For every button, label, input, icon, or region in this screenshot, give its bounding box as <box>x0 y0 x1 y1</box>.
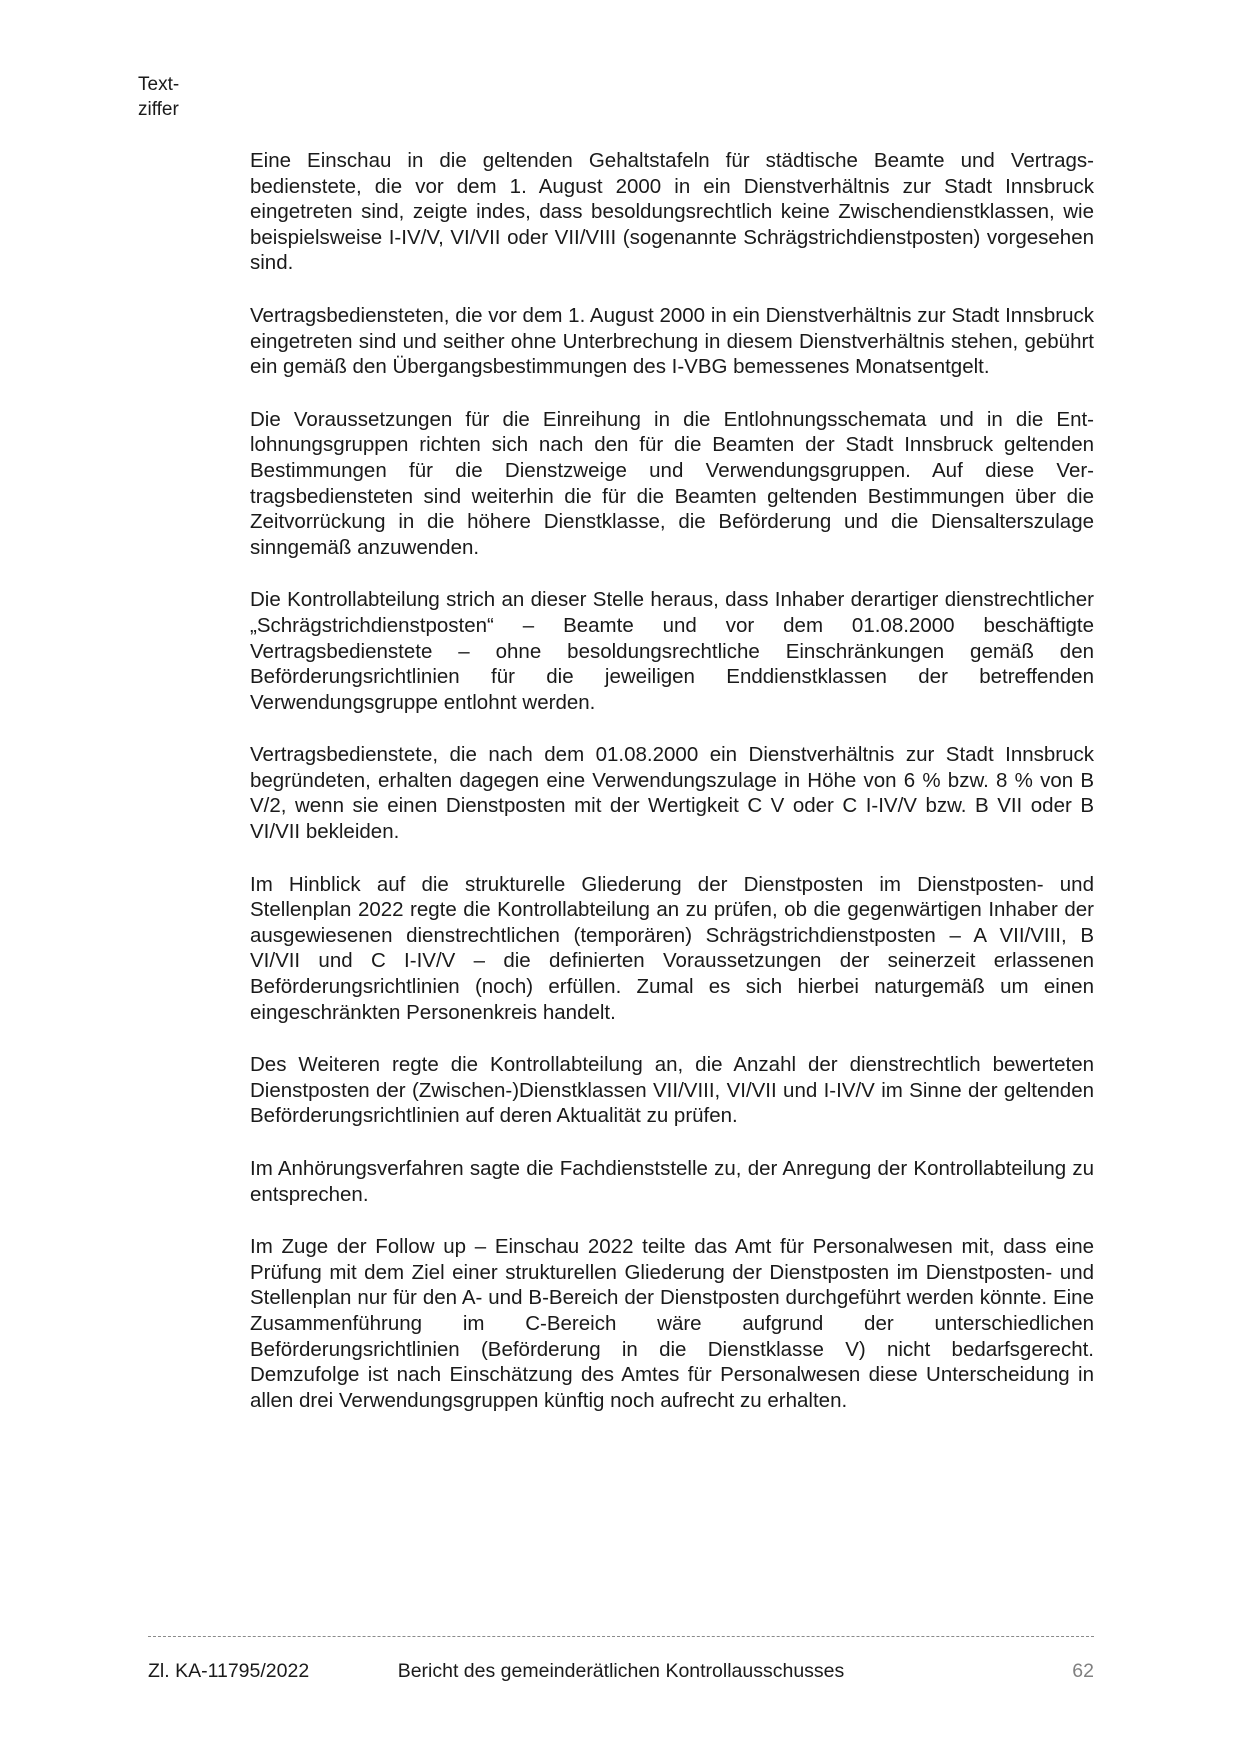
margin-label-textziffer <box>138 72 179 122</box>
paragraph-voraussetzungen: Die Voraussetzungen für die Einreihung in die Entlohnungsschemata und in die Entlohnungsgruppen richten sich nach den für die Beamten der Stadt Innsbruck geltenden Bestimmungen für die Dienstzweige und Verwendungsgruppen. Auf diese Vertragsbediensteten sind weiterhin die für die Beamten geltenden Bestimmungen über die Zeitvorrückung in die höhere Dienstklasse, die Beförderung und die Diensalterszulage sinngemäß anzuwenden. <box>250 407 1094 559</box>
report-body <box>250 148 1094 1440</box>
footer-divider <box>148 1636 1094 1637</box>
paragraph-strukturelle-gliederung: Im Hinblick auf die strukturelle Gliederung der Dienstposten im Dienstposten- und Stellenplan 2022 regte die Kontrollabteilung an zu prüfen, ob die gegenwärtigen Inhaber der ausgewiesenen dienstrechtlichen (temporären) Schrägstrichdienstposten – A VII/VIII, B VI/VII und C I-IV/V – die definierten Voraussetzungen der seinerzeit erlassenen Beförderungsrichtlinien (noch) erfüllen. Zumal es sich hierbei naturgemäß um einen eingeschränkten Personenkreis handelt. <box>250 872 1094 1024</box>
page-footer <box>148 1658 1094 1684</box>
paragraph-schraegstrichdienstposten: Die Kontrollabteilung strich an dieser Stelle heraus, dass Inhaber derartiger dienstrechtlicher „Schrägstrichdienstposten“ – Beamte und vor dem 01.08.2000 beschäftigte Vertragsbedienstete – ohne besoldungsrechtliche Einschränkungen gemäß den Beförderungsrichtlinien für die jeweiligen Enddienstklassen der betreffenden Verwendungsgruppe entlohnt werden. <box>250 588 1094 714</box>
paragraph-aktualitaet: Des Weiteren regte die Kontrollabteilung an, die Anzahl der dienstrechtlich bewerteten Dienstposten der (Zwischen-)Dienstklassen VII/VIII, VI/VII und I-IV/V im Sinne der geltenden Beförderungsrichtlinien auf deren Aktualität zu prüfen. <box>250 1053 1094 1128</box>
paragraph-anhoerungsverfahren: Im Anhörungsverfahren sagte die Fachdienststelle zu, der Anregung der Kontrollabteilung zu entsprechen. <box>250 1157 1094 1206</box>
margin-label-line-2: ziffer <box>138 99 179 120</box>
margin-label-line-1: Text- <box>138 74 180 95</box>
paragraph-gehaltstafeln: Eine Einschau in die geltenden Gehaltstafeln für städtische Beamte und Vertragsbedienstete, die vor dem 1. August 2000 in ein Dienstverhältnis zur Stadt Innsbruck eingetreten sind, zeigte indes, dass besoldungsrechtlich keine Zwischendienstklassen, wie beispielsweise I-IV/V, VI/VII oder VII/VIII (sogenannte Schrägstrichdienstposten) vorgesehen sind. <box>250 149 1094 275</box>
paragraph-monatsentgelt: Vertragsbediensteten, die vor dem 1. August 2000 in ein Dienstverhältnis zur Stadt Innsbruck eingetreten sind und seither ohne Unterbrechung in diesem Dienstverhältnis stehen, gebührt ein gemäß den Übergangsbestimmungen des I-VBG bemessenes Monatsentgelt. <box>250 303 1094 379</box>
footer-report-title: Bericht des gemeinderätlichen Kontrollausschusses <box>397 1660 845 1682</box>
paragraph-verwendungszulage: Vertragsbedienstete, die nach dem 01.08.2000 ein Dienstverhältnis zur Stadt Innsbruck begründeten, erhalten dagegen eine Verwendungszulage in Höhe von 6 % bzw. 8 % von B V/2, wenn sie einen Dienstposten mit der Wertigkeit C V oder C I-IV/V bzw. B VII oder B VI/VII bekleiden. <box>250 743 1094 844</box>
footer-reference-number: Zl. KA-11795/2022 <box>148 1660 310 1682</box>
footer-page-number: 62 <box>1072 1660 1094 1682</box>
paragraph-follow-up: Im Zuge der Follow up – Einschau 2022 teilte das Amt für Personalwesen mit, dass eine Prüfung mit dem Ziel einer strukturellen Gliederung der Dienstposten im Dienstposten- und Stellenplan nur für den A- und B-Bereich der Dienstposten durchgeführt werden könnte. Eine Zusammenführung im C-Bereich wäre aufgrund der unterschiedlichen Beförderungsrichtlinien (Beförderung in die Dienstklasse V) nicht bedarfsgerecht. Demzufolge ist nach Einschätzung des Amtes für Personalwesen diese Unterscheidung in allen drei Verwendungsgruppen künftig noch aufrecht zu erhalten. <box>250 1235 1094 1412</box>
